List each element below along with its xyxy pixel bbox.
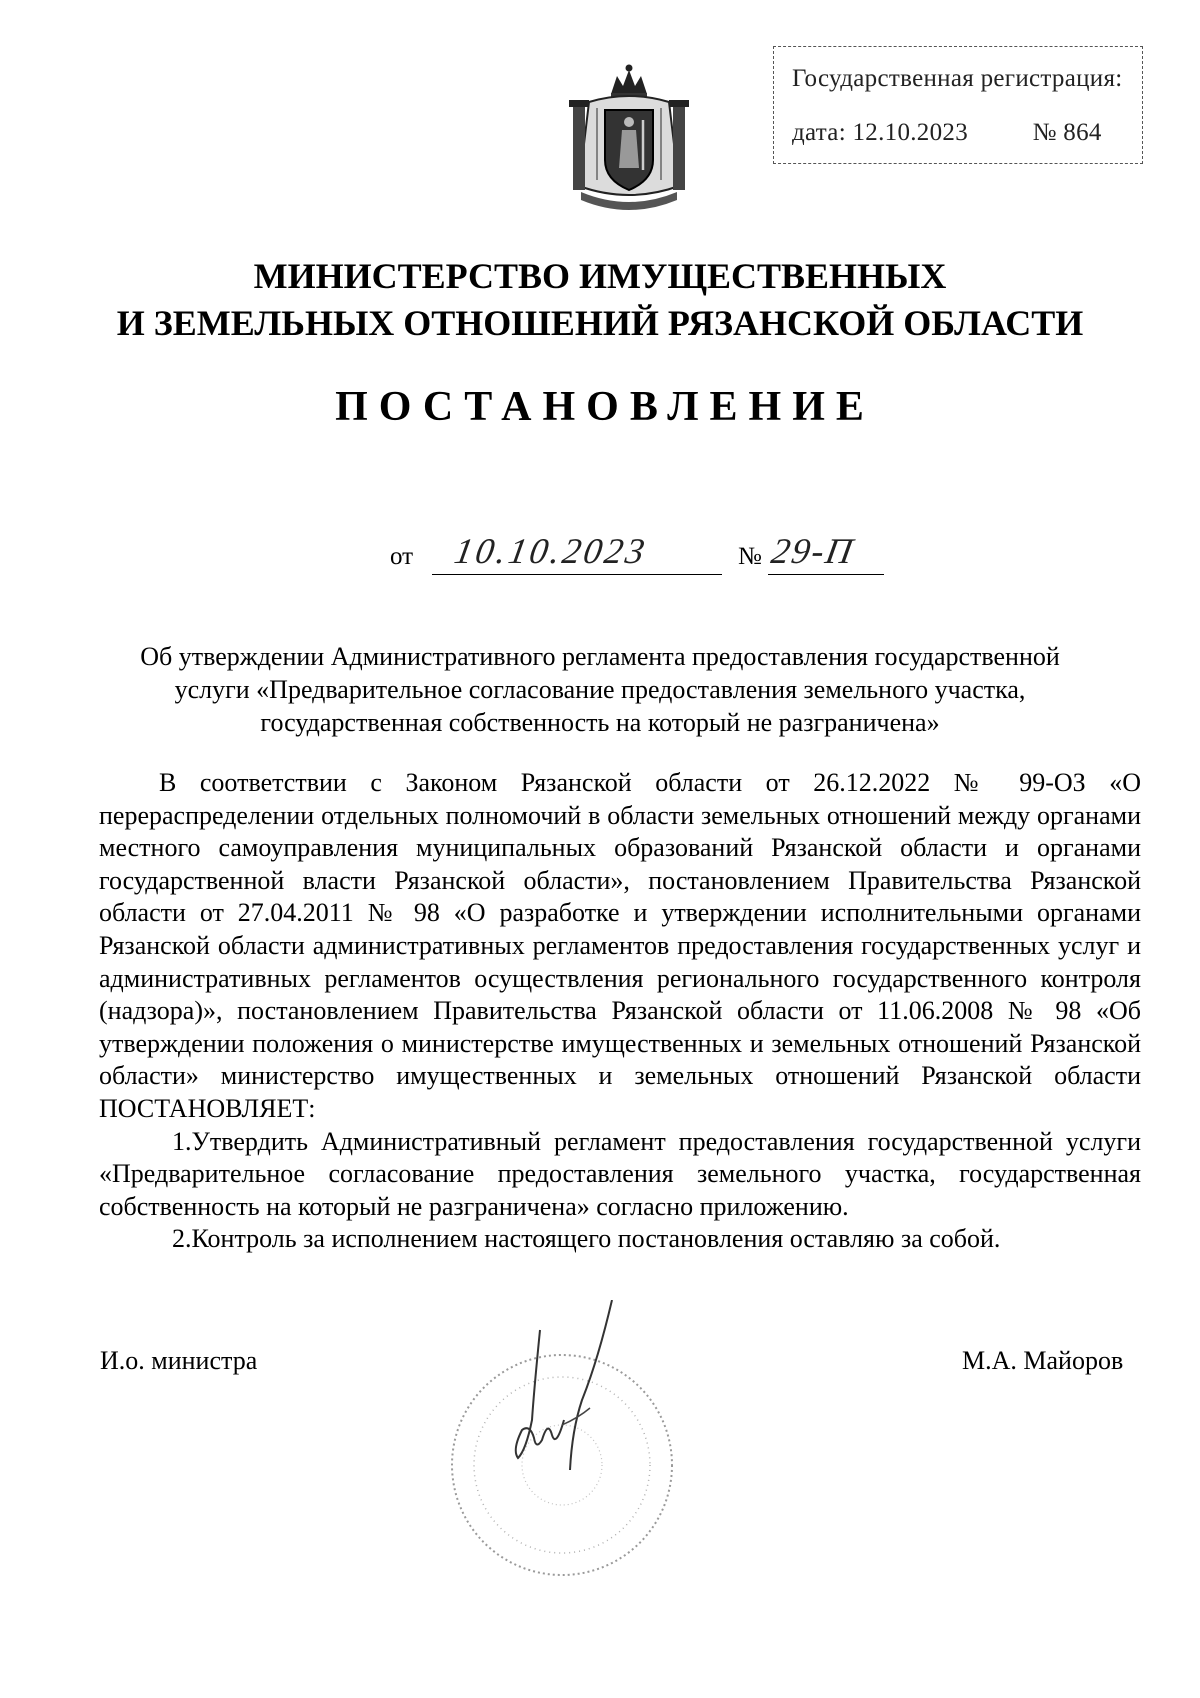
registration-stamp-box <box>773 46 1143 164</box>
item-1-paragraph: 1.Утвердить Административный регламент предоставления государственной услуги «Предварительное согласование предоставления земельного участка, государственная собственность на который не разграничена» согласно приложению. <box>99 1126 1141 1221</box>
item-2-paragraph: 2.Контроль за исполнением настоящего постановления оставляю за собой. <box>172 1224 1001 1254</box>
registration-date: дата: 12.10.2023 <box>792 119 968 146</box>
decree-body <box>99 767 1141 1256</box>
document-type-title: ПОСТАНОВЛЕНИЕ <box>335 384 875 430</box>
signer-name: М.А. Майоров <box>962 1346 1124 1375</box>
subject-line3: государственная собственность на который не разграничена» <box>260 708 940 737</box>
ministry-name-line1: МИНИСТЕРСТВО ИМУЩЕСТВЕННЫХ <box>253 256 947 296</box>
registration-number: № 864 <box>1032 119 1102 146</box>
ryazan-coat-of-arms-icon <box>567 60 691 216</box>
preamble-paragraph: В соответствии с Законом Рязанской области от 26.12.2022 № 99-ОЗ «О перераспределении отдельных полномочий в области земельных отношений между органами местного самоуправления муниципальных образований Рязанской области и органами государственной власти Рязанской области», постановлением Правительства Рязанской области от 27.04.2011 № 98 «О разработке и утверждении исполнительными органами Рязанской области административных регламентов предоставления государственных услуг и административных регламентов осуществления регионального государственного контроля (надзора)», постановлением Правительства Рязанской области от 11.06.2008 № 98 «Об утверждении положения о министерстве имущественных и земельных отношений Рязанской области» министерство имущественных и земельных отношений Рязанской области ПОСТАНОВЛЯЕТ: <box>99 768 1141 1123</box>
signer-title: И.о. министра <box>100 1346 258 1375</box>
decree-subject <box>100 640 1100 739</box>
registration-title: Государственная регистрация: <box>792 65 1123 92</box>
subject-line1: Об утверждении Административного регламента предоставления государственной <box>140 642 1060 671</box>
subject-line2: услуги «Предварительное согласование предоставления земельного участка, <box>174 675 1026 704</box>
decree-number-label: № <box>738 543 762 570</box>
date-underline <box>432 574 722 575</box>
ministry-name-line2: И ЗЕМЕЛЬНЫХ ОТНОШЕНИЙ РЯЗАНСКОЙ ОБЛАСТИ <box>116 303 1084 343</box>
decree-from-label: от <box>390 543 414 570</box>
number-underline <box>768 574 884 575</box>
decree-number-handwritten: 29-П <box>768 531 858 571</box>
registration-date-row <box>792 119 1142 147</box>
ministry-name <box>0 253 1200 347</box>
official-seal-icon <box>422 1300 722 1600</box>
decree-date-handwritten: 10.10.2023 <box>451 531 651 571</box>
